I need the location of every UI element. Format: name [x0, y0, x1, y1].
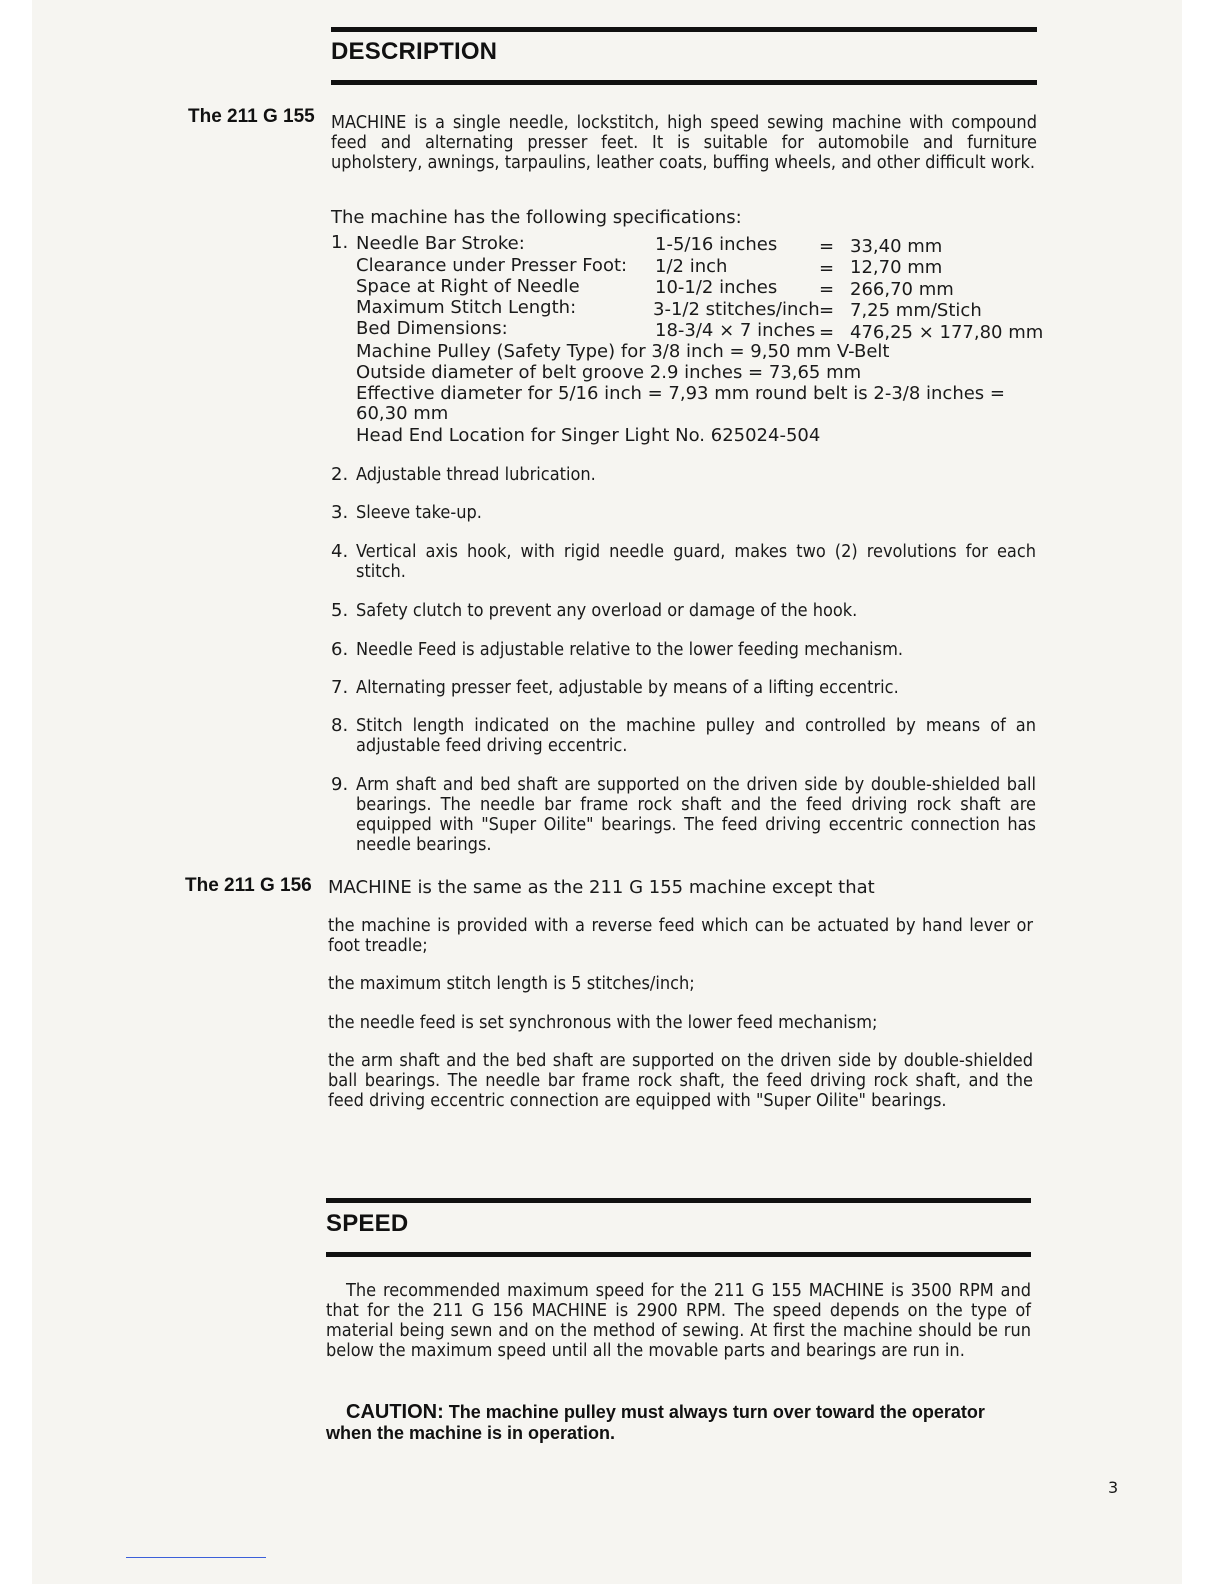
spec-line: Outside diameter of belt groove 2.9 inches = 73,65 mm: [356, 362, 862, 383]
description-heading: DESCRIPTION: [331, 38, 498, 65]
model-211g156-point: the machine is provided with a reverse feed which can be actuated by hand lever or foot treadle;: [328, 915, 1033, 956]
spec-value: 10-1/2 inches: [655, 277, 778, 298]
item-text: Safety clutch to prevent any overload or damage of the hook.: [356, 600, 858, 621]
spec-number-1: 1.: [331, 232, 349, 253]
spec-equals: =: [819, 279, 835, 300]
spec-line: 60,30 mm: [356, 403, 449, 424]
spec-name: Needle Bar Stroke:: [356, 233, 525, 254]
model-211g156-point: the needle feed is set synchronous with the lower feed mechanism;: [328, 1012, 878, 1033]
item-text: Needle Feed is adjustable relative to the lower feeding mechanism.: [356, 639, 904, 660]
spec-equals: =: [819, 300, 835, 321]
spec-name: Maximum Stitch Length:: [356, 297, 577, 318]
spec-name: Clearance under Presser Foot:: [356, 255, 628, 276]
model-211g156-intro: MACHINE is the same as the 211 G 155 machine except that: [328, 877, 875, 898]
spec-line: Machine Pulley (Safety Type) for 3/8 inch = 9,50 mm V-Belt: [356, 341, 890, 362]
item-text: Stitch length indicated on the machine pulley and controlled by means of an adjustable feed driving eccentric.: [356, 715, 1036, 756]
model-211g156-point: the maximum stitch length is 5 stitches/inch;: [328, 973, 695, 994]
description-underline: [331, 80, 1037, 85]
page-number: 3: [1108, 1478, 1119, 1497]
spec-name: Bed Dimensions:: [356, 318, 508, 339]
item-number: 2.: [331, 464, 349, 485]
spec-metric: 7,25 mm/Stich: [850, 300, 982, 321]
spec-equals: =: [819, 258, 835, 279]
item-text: Arm shaft and bed shaft are supported on the driven side by double-shielded ball bearings. The needle bar frame rock shaft and the feed driving rock shaft are equipped with "Super Oilite" bearings. The feed driving eccentric connection has needle bearings.: [356, 774, 1036, 855]
spec-value: 1-5/16 inches: [655, 234, 778, 255]
item-number: 3.: [331, 502, 349, 523]
model-211g156-label: The 211 G 156: [185, 875, 312, 896]
spec-line: Effective diameter for 5/16 inch = 7,93 mm round belt is 2-3/8 inches =: [356, 383, 1005, 404]
top-rule: [331, 27, 1037, 32]
spec-equals: =: [819, 236, 835, 257]
spec-metric: 266,70 mm: [850, 279, 954, 300]
item-number: 9.: [331, 774, 349, 795]
caution-label: CAUTION:: [346, 1401, 444, 1423]
item-text: Alternating presser feet, adjustable by means of a lifting eccentric.: [356, 677, 899, 698]
spec-name: Space at Right of Needle: [356, 276, 580, 297]
speed-top-rule: [326, 1198, 1031, 1203]
spec-value: 3-1/2 stitches/inch: [653, 299, 820, 320]
spec-equals: =: [819, 322, 835, 343]
item-text: Sleeve take-up.: [356, 502, 482, 523]
item-number: 4.: [331, 541, 349, 562]
item-text: Adjustable thread lubrication.: [356, 464, 596, 485]
spec-intro: The machine has the following specifications:: [331, 207, 742, 228]
scan-edge-mark: [126, 1557, 266, 1558]
item-number: 6.: [331, 639, 349, 660]
item-number: 5.: [331, 600, 349, 621]
speed-underline: [326, 1252, 1031, 1257]
item-number: 8.: [331, 715, 349, 736]
spec-metric: 33,40 mm: [850, 236, 943, 257]
spec-value: 1/2 inch: [655, 256, 728, 277]
spec-metric: 12,70 mm: [850, 257, 943, 278]
model-211g155-label: The 211 G 155: [188, 106, 315, 127]
caution-text: The machine pulley must always turn over toward the operator when the machine is in operation.: [326, 1402, 985, 1443]
model-211g155-intro: MACHINE is a single needle, lockstitch, high speed sewing machine with compound feed and alternating presser feet. It is suitable for automobile and furniture upholstery, awnings, tarpaulins, leather coats, buffing wheels, and other difficult work.: [331, 112, 1037, 173]
spec-value: 18-3/4 × 7 inches: [655, 320, 816, 341]
caution-note: [326, 1402, 1031, 1444]
speed-text: The recommended maximum speed for the 211 G 155 MACHINE is 3500 RPM and that for the 211 G 156 MACHINE is 2900 RPM. The speed depends on the type of material being sewn and on the method of sewing. At first the machine should be run below the maximum speed until all the movable parts and bearings are run in.: [326, 1280, 1031, 1361]
item-number: 7.: [331, 677, 349, 698]
model-211g156-point: the arm shaft and the bed shaft are supported on the driven side by double-shielded ball bearings. The needle bar frame rock shaft, the feed driving rock shaft, and the feed driving eccentric connection are equipped with "Super Oilite" bearings.: [328, 1050, 1033, 1111]
spec-metric: 476,25 × 177,80 mm: [850, 322, 1044, 343]
item-text: Vertical axis hook, with rigid needle guard, makes two (2) revolutions for each stitch.: [356, 541, 1036, 582]
spec-line: Head End Location for Singer Light No. 625024-504: [356, 425, 821, 446]
speed-heading: SPEED: [326, 1210, 409, 1237]
